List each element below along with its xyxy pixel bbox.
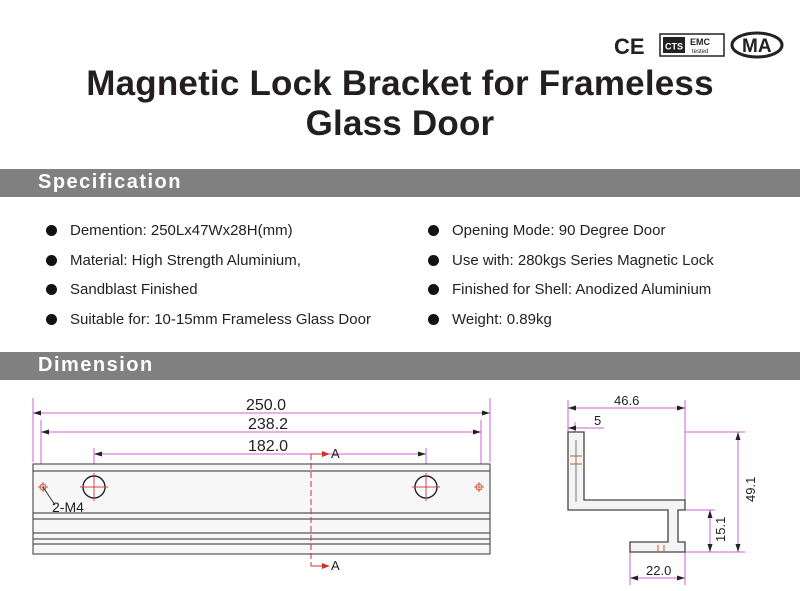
spec-text: Weight: 0.89kg — [452, 310, 552, 328]
base-width-label: 22.0 — [646, 563, 672, 578]
cts-label: CTS — [665, 41, 683, 52]
hole-spacing-label: 182.0 — [248, 438, 289, 455]
spec-text: Use with: 280kgs Series Magnetic Lock — [452, 251, 714, 269]
inner-length-label: 238.2 — [248, 416, 289, 433]
emc-label: EMC — [690, 37, 710, 47]
section-marker-top: A — [331, 446, 340, 461]
specification-heading: Specification — [38, 171, 182, 193]
spec-item — [46, 221, 371, 251]
product-title — [0, 64, 800, 144]
overall-length-label: 250.0 — [246, 397, 287, 414]
lip-width-label: 5 — [594, 413, 602, 428]
spec-text: Opening Mode: 90 Degree Door — [452, 222, 666, 239]
bracket-profile — [568, 432, 685, 552]
spec-text: Sandblast Finished — [70, 281, 198, 298]
bullet-icon — [46, 314, 57, 325]
certification-marks — [612, 30, 792, 60]
section-marker-bottom: A — [331, 558, 340, 573]
bullet-icon — [428, 284, 439, 295]
bullet-icon — [428, 225, 439, 236]
side-view-drawing — [540, 390, 800, 591]
spec-item — [428, 280, 714, 310]
spec-text: Finished for Shell: Anodized Aluminium — [452, 281, 712, 298]
front-view-drawing — [0, 390, 520, 591]
ce-mark: CE — [614, 34, 645, 59]
bullet-icon — [46, 255, 57, 266]
cts-emc-mark — [660, 34, 724, 56]
spec-list-left — [46, 221, 371, 339]
dimension-heading: Dimension — [38, 354, 154, 376]
cma-mark — [732, 33, 782, 57]
bullet-icon — [46, 225, 57, 236]
bullet-icon — [428, 314, 439, 325]
spec-list-right — [428, 221, 714, 339]
step-height-label: 15.1 — [713, 516, 728, 542]
spec-item — [428, 221, 714, 251]
spec-item — [428, 251, 714, 281]
ma-label: MA — [742, 36, 772, 57]
bullet-icon — [46, 284, 57, 295]
spec-text: Material: High Strength Aluminium, — [70, 251, 301, 269]
spec-text: Suitable for: 10-15mm Frameless Glass Door — [70, 310, 371, 328]
spec-item — [428, 310, 714, 340]
specification-header — [0, 169, 800, 197]
emc-tested-label: tested — [692, 49, 709, 55]
bullet-icon — [428, 255, 439, 266]
spec-item — [46, 251, 371, 281]
spec-item — [46, 310, 371, 340]
title-line-2: Glass Door — [305, 104, 495, 143]
profile-width-label: 46.6 — [614, 393, 640, 408]
screw-callout-label: 2-M4 — [52, 499, 84, 515]
title-line-1: Magnetic Lock Bracket for Frameless — [86, 64, 714, 103]
dimension-header — [0, 352, 800, 380]
spec-text: Demention: 250Lx47Wx28H(mm) — [70, 222, 293, 239]
spec-item — [46, 280, 371, 310]
profile-height-label: 49.1 — [743, 476, 758, 502]
